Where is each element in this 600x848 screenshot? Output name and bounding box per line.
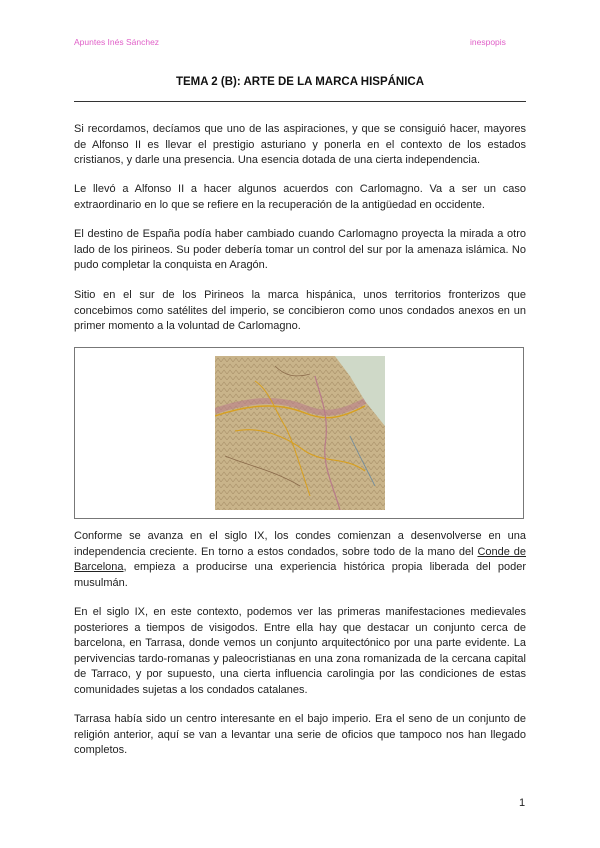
paragraph-5-end: , empieza a producirse una experiencia histórica propia liberada del poder musulmán.	[74, 561, 526, 589]
paragraph-5	[74, 529, 526, 591]
header-author: Apuntes Inés Sánchez	[74, 37, 160, 47]
header-username: inespopis	[470, 37, 506, 47]
paragraph-3: El destino de España podía haber cambiado cuando Carlomagno proyecta la mirada a otro lado de los pirineos. Su poder debería tomar un control del sur por la amenaza islámica. No pudo completar la conquista en Aragón.	[74, 228, 526, 271]
conde-de-barcelona-link[interactable]: Conde de Barcelona	[74, 545, 526, 573]
paragraph-6: En el siglo IX, en este contexto, podemos ver las primeras manifestaciones medievales posteriores a tiempos de visigodos. Entre ella hay que destacar un conjunto cerca de barcelona, en Tarrasa, donde vemos un conjunto arquitectónico por una parte evidente. La pervivencias tardo-romanas y paleocristianas en una zona romanizada de la cercana capital de Tarraco, y por supuesto, una cierta influencia carolingia por las condiciones de estas comunidades sujetas a los condados catalanes.	[74, 606, 526, 696]
title-divider	[74, 101, 526, 102]
paragraph-7: Tarrasa había sido un centro interesante en el bajo imperio. Era el seno de un conjunto de religión anterior, aquí se van a levantar una serie de oficios que tampoco nos han llegado completos.	[74, 713, 526, 756]
paragraph-2: Le llevó a Alfonso II a hacer algunos acuerdos con Carlomagno. Va a ser un caso extraordinario en lo que se refiere en la recuperación de la antigüedad en occidente.	[74, 183, 526, 211]
paragraph-1: Si recordamos, decíamos que uno de las aspiraciones, y que se consiguió hacer, mayores de Alfonso II es llevar el prestigio asturiano y ponerla en el contexto de los estados cristianos, y darle una presencia. Una esencia dotada de una cierta independencia.	[74, 123, 526, 166]
marca-hispanica-map	[215, 356, 385, 510]
paragraph-5-start: Conforme se avanza en el siglo IX, los condes comienzan a desenvolverse en una independencia creciente. En torno a estos condados, sobre todo de la mano del	[74, 530, 526, 558]
document-title: TEMA 2 (B): ARTE DE LA MARCA HISPÁNICA	[175, 76, 425, 88]
paragraph-4: Sitio en el sur de los Pirineos la marca hispánica, unos territorios fronterizos que concebimos como satélites del imperio, se concibieron como unos condados anexos en un primer momento a la voluntad de Carlomagno.	[74, 289, 526, 332]
page-number: 1	[519, 797, 526, 809]
map-figure	[74, 347, 524, 519]
